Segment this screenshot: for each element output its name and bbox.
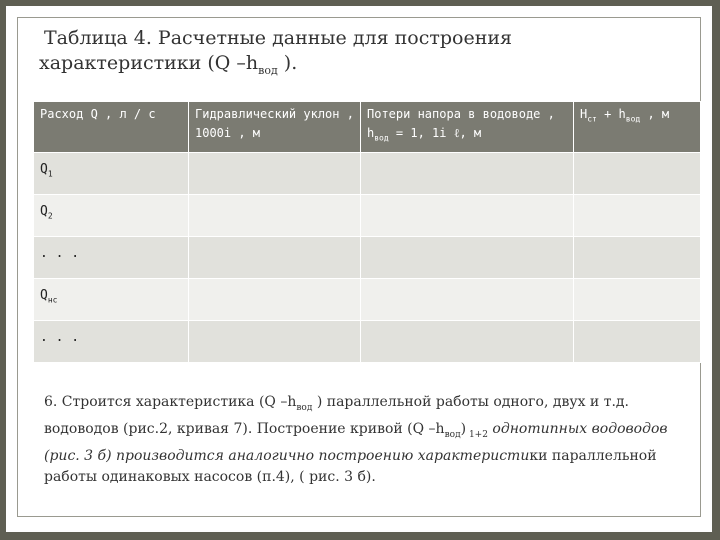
slide <box>6 6 712 532</box>
cell-flow: . . . <box>34 237 189 279</box>
header-head-loss: Потери напора в водоводе , $h_{вод} = 1$, 1i ℓ, м <box>361 102 574 153</box>
cell <box>574 195 701 237</box>
caption-subscript: вод <box>258 63 278 77</box>
cell <box>361 195 574 237</box>
caption-line-1: Таблица 4. Расчетные данные для построения <box>44 27 513 49</box>
table-row <box>34 279 701 321</box>
cell-flow: $Q_1$ <box>34 153 189 195</box>
table-row <box>34 195 701 237</box>
header-slope: Гидравлический уклон , 1000i , м <box>189 102 361 153</box>
cell <box>361 237 574 279</box>
caption-line-2 <box>39 51 664 83</box>
cell <box>574 153 701 195</box>
cell-flow: $Q_2$ <box>34 195 189 237</box>
header-total-head: $H_{ст} + h_{вод}$ , м <box>574 102 701 153</box>
body-paragraph: 6. Строится характеристика (Q $-h_{вод}$ ) параллельной работы одного, двух и т.д. водоводов (рис.2, кривая 7). Построение кривой (Q $-h_{вод}$) $_{1+2}$ однотипных водоводов (рис. 3 б) производится аналогично построению характеристики параллельной работы одинаковых насосов (п.4), ( рис. 3 б). <box>44 394 668 485</box>
caption-text: характеристики (Q –h <box>39 52 259 74</box>
data-table <box>33 101 701 363</box>
cell <box>361 321 574 363</box>
cell <box>574 237 701 279</box>
cell <box>361 279 574 321</box>
table-header-row <box>34 102 701 153</box>
cell <box>574 279 701 321</box>
cell <box>189 153 361 195</box>
table-row <box>34 237 701 279</box>
cell-flow: $Q_{нс}$ <box>34 279 189 321</box>
cell <box>189 279 361 321</box>
cell <box>189 237 361 279</box>
table-caption <box>39 26 664 83</box>
cell <box>361 153 574 195</box>
cell <box>189 321 361 363</box>
table-row <box>34 153 701 195</box>
table-row <box>34 321 701 363</box>
cell <box>189 195 361 237</box>
caption-text-end: ). <box>277 52 298 74</box>
cell-flow: . . . <box>34 321 189 363</box>
cell <box>574 321 701 363</box>
header-flow: Расход Q , л / с <box>34 102 189 153</box>
